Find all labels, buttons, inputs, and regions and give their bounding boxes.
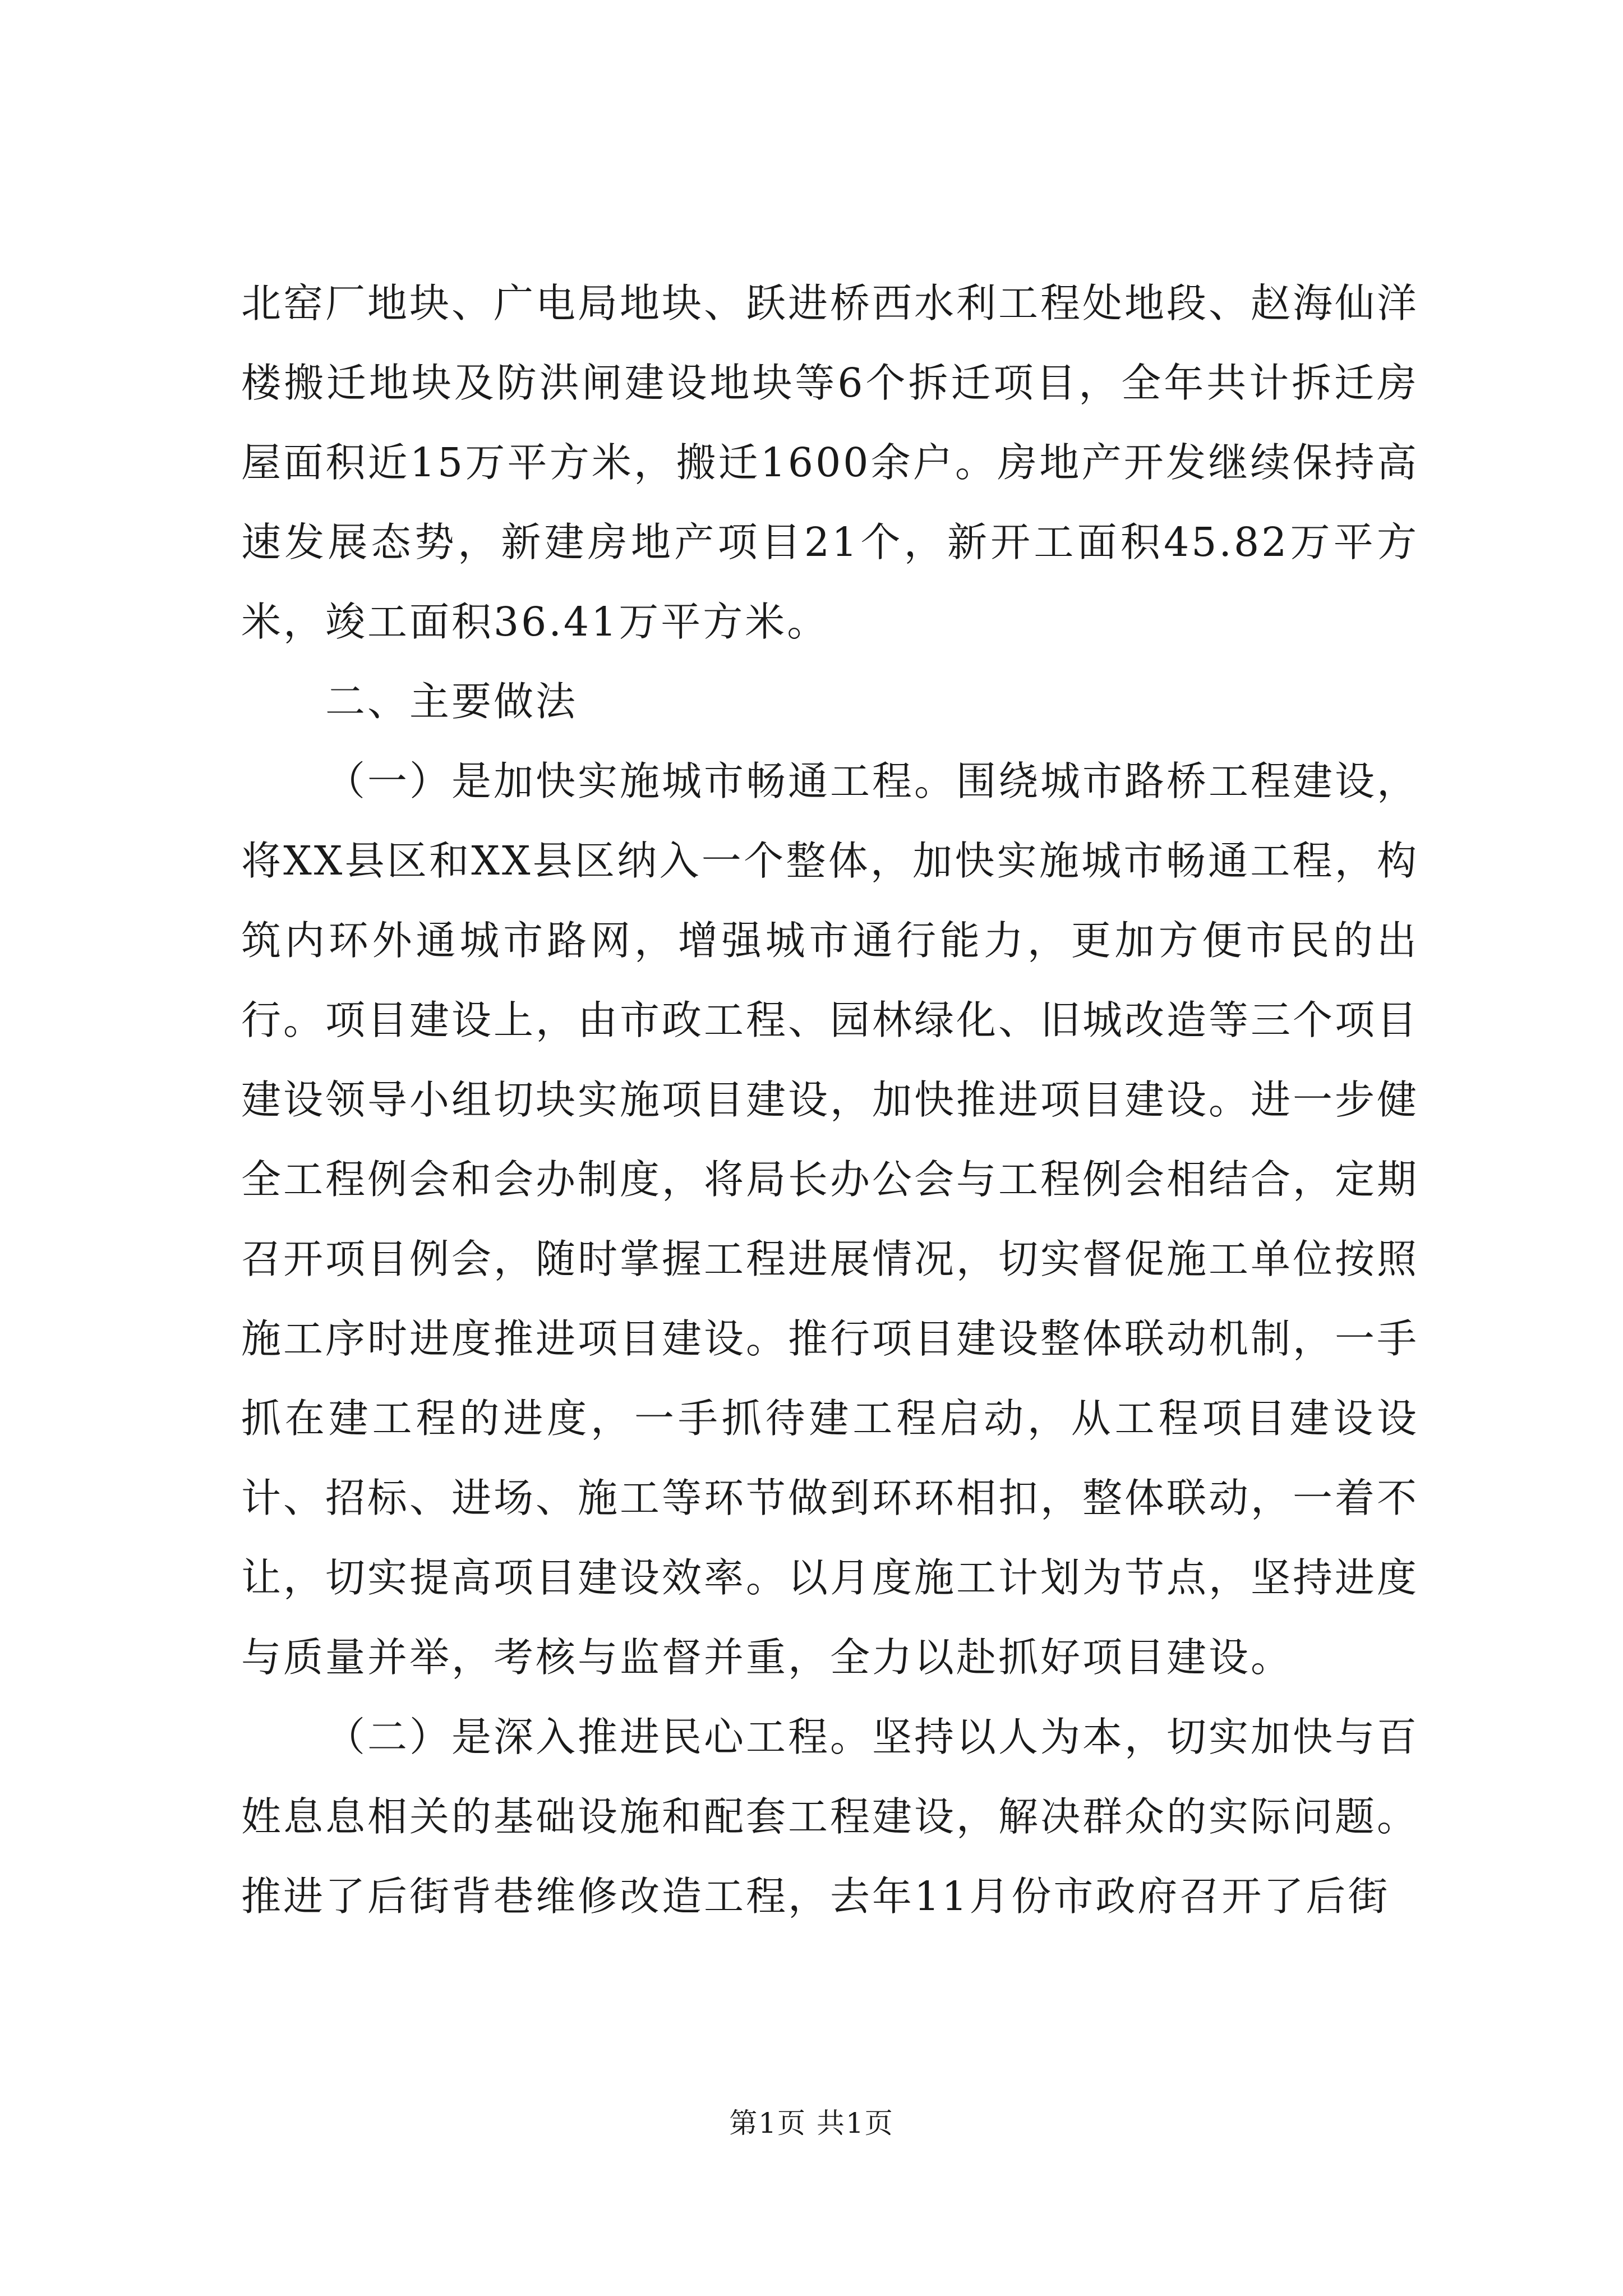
paragraph-item-2: （二）是深入推进民心工程。坚持以人为本，切实加快与百姓息息相关的基础设施和配套工程建设，解决群众的实际问题。推进了后街背巷维修改造工程，去年11月份市政府召开了后街	[241, 1714, 1419, 1920]
paragraph-continued: 北窑厂地块、广电局地块、跃进桥西水利工程处地段、赵海仙洋楼搬迁地块及防洪闸建设地块等6个拆迁项目，全年共计拆迁房屋面积近15万平方米，搬迁1600余户。房地产开发继续保持高速发展态势，新建房地产项目21个，新开工面积45.82万平方米，竣工面积36.41万平方米。	[241, 280, 1419, 645]
paragraph-item-1: （一）是加快实施城市畅通工程。围绕城市路桥工程建设，将XX县区和XX县区纳入一个整体，加快实施城市畅通工程，构筑内环外通城市路网，增强城市通行能力，更加方便市民的出行。项目建设上，由市政工程、园林绿化、旧城改造等三个项目建设领导小组切块实施项目建设，加快推进项目建设。进一步健全工程例会和会办制度，将局长办公会与工程例会相结合，定期召开项目例会，随时掌握工程进展情况，切实督促施工单位按照施工序时进度推进项目建设。推行项目建设整体联动机制，一手抓在建工程的进度，一手抓待建工程启动，从工程项目建设设计、招标、进场、施工等环节做到环环相扣，整体联动，一着不让，切实提高项目建设效率。以月度施工计划为节点，坚持进度与质量并举，考核与监督并重，全力以赴抓好项目建设。	[241, 758, 1419, 1681]
section-heading: 二、主要做法	[325, 678, 578, 725]
page-number-footer: 第1页 共1页	[729, 2107, 894, 2139]
document-body	[241, 264, 1419, 1936]
